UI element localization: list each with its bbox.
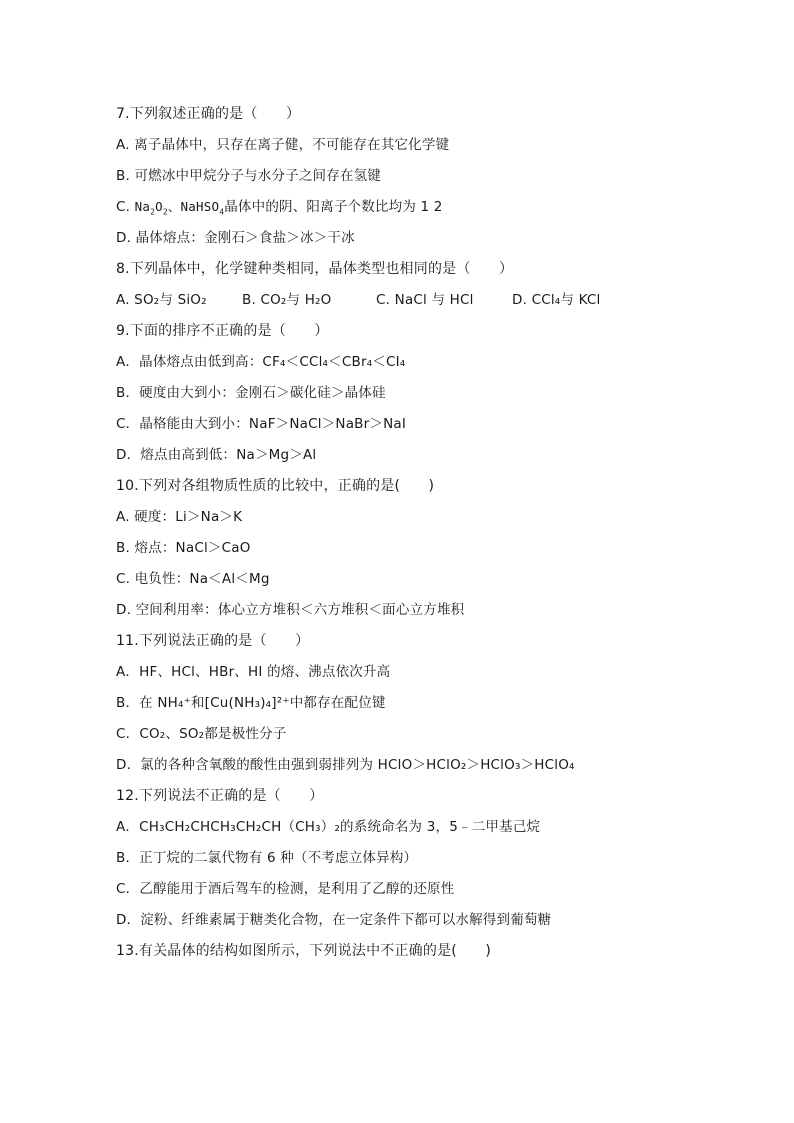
q7-option-c-text: 晶体中的阴、阳离子个数比均为 1 2	[224, 199, 443, 215]
q7-formula-na2o2: $Na_2O_2$、NaHSO$_4$	[134, 199, 225, 217]
q11-option-b: B．在 NH₄⁺和[Cu(NH₃)₄]²⁺中都存在配位键	[116, 695, 386, 711]
q12-option-a: A．CH₃CH₂CHCH₃CH₂CH（CH₃）₂的系统命名为 3，5﹣二甲基己烷	[116, 819, 541, 835]
q8-options	[116, 290, 756, 321]
q8-option-c: C. NaCl 与 HCl	[376, 292, 474, 308]
q13-stem: 13.有关晶体的结构如图所示，下列说法中不正确的是( )	[116, 943, 491, 959]
q11-stem: 11.下列说法正确的是（ ）	[116, 633, 310, 649]
q8-option-b: B. CO₂与 H₂O	[242, 292, 332, 308]
q12-option-c: C．乙醇能用于酒后驾车的检测，是利用了乙醇的还原性	[116, 881, 455, 897]
q7-option-a: A. 离子晶体中，只存在离子健，不可能存在其它化学键	[116, 137, 450, 153]
q11-option-c: C．CO₂、SO₂都是极性分子	[116, 726, 287, 742]
q8-option-d: D. CCl₄与 KCl	[512, 292, 601, 308]
q9-option-a: A．晶体熔点由低到高：CF₄＜CCl₄＜CBr₄＜CI₄	[116, 354, 406, 370]
q10-option-d: D. 空间利用率：体心立方堆积＜六方堆积＜面心立方堆积	[116, 602, 465, 618]
q10-option-b: B. 熔点：NaCl＞CaO	[116, 540, 251, 556]
q12-option-b: B．正丁烷的二氯代物有 6 种（不考虑立体异构）	[116, 850, 418, 866]
q9-option-d: D．熔点由高到低：Na＞Mg＞Al	[116, 447, 317, 463]
q7-option-c	[116, 197, 756, 228]
q12-stem: 12.下列说法不正确的是（ ）	[116, 788, 324, 804]
q11-option-d: D．氯的各种含氧酸的酸性由强到弱排列为 HClO＞HClO₂＞HClO₃＞HClO₄	[116, 757, 575, 773]
q9-option-c: C．晶格能由大到小：NaF＞NaCl＞NaBr＞NaI	[116, 416, 407, 432]
q8-stem: 8.下列晶体中，化学键种类相同，晶体类型也相同的是（ ）	[116, 261, 514, 277]
q11-option-a: A．HF、HCl、HBr、HI 的熔、沸点依次升高	[116, 664, 391, 680]
q7-stem: 7.下列叙述正确的是（ ）	[116, 106, 301, 122]
q9-stem: 9.下面的排序不正确的是（ ）	[116, 323, 329, 339]
q10-option-c: C. 电负性：Na＜Al＜Mg	[116, 571, 270, 587]
q12-option-d: D．淀粉、纤维素属于糖类化合物，在一定条件下都可以水解得到葡萄糖	[116, 912, 552, 928]
q7-option-d: D. 晶体熔点：金刚石＞食盐＞冰＞干冰	[116, 230, 355, 246]
q10-stem: 10.下列对各组物质性质的比较中，正确的是( )	[116, 478, 435, 494]
question-list	[116, 104, 756, 972]
q10-option-a: A. 硬度：Li＞Na＞K	[116, 509, 243, 525]
q9-option-b: B．硬度由大到小：金刚石＞碳化硅＞晶体硅	[116, 385, 386, 401]
q8-option-a: A. SO₂与 SiO₂	[116, 292, 207, 308]
q7-option-b: B. 可燃冰中甲烷分子与水分子之间存在氢键	[116, 168, 382, 184]
q7-option-c-prefix: C.	[116, 199, 135, 215]
